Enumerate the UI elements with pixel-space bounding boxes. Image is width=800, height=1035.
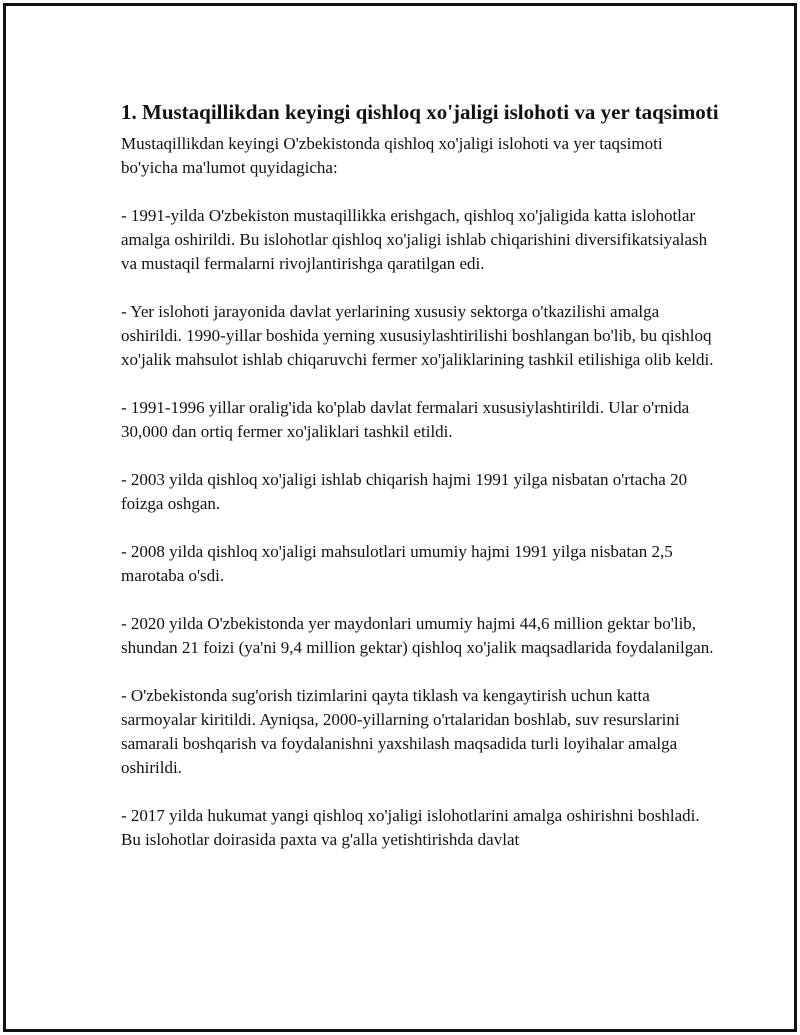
document-body — [121, 98, 721, 876]
paragraph-2020: - 2020 yilda O'zbekistonda yer maydonlari umumiy hajmi 44,6 million gektar bo'lib, shundan 21 foizi (ya'ni 9,4 million gektar) qishloq xo'jalik maqsadlarida foydalanilgan. — [121, 614, 714, 657]
paragraph-2008: - 2008 yilda qishloq xo'jaligi mahsulotlari umumiy hajmi 1991 yilga nisbatan 2,5 marotaba o'sdi. — [121, 542, 673, 585]
paragraph-2017: - 2017 yilda hukumat yangi qishloq xo'jaligi islohotlarini amalga oshirishni boshladi. Bu islohotlar doirasida paxta va g'alla yetishtirishda davlat — [121, 806, 700, 849]
paragraph-2003: - 2003 yilda qishloq xo'jaligi ishlab chiqarish hajmi 1991 yilga nisbatan o'rtacha 20 foizga oshgan. — [121, 470, 688, 513]
paragraph-1991-1996: - 1991-1996 yillar oralig'ida ko'plab davlat fermalari xususiylashtirildi. Ular o'rnida 30,000 dan ortiq fermer xo'jaliklari tashkil etildi. — [121, 398, 690, 441]
paragraph-irrigation: - O'zbekistonda sug'orish tizimlarini qayta tiklash va kengaytirish uchun katta sarmoyalar kiritildi. Ayniqsa, 2000-yillarning o'rtalaridan boshlab, suv resurslarini samarali boshqarish va foydalanishni yaxshilash maqsadida turli loyihalar amalga oshirildi. — [121, 686, 680, 777]
document-title: 1. Mustaqillikdan keyingi qishloq xo'jaligi islohoti va yer taqsimoti — [121, 100, 719, 124]
intro-paragraph: Mustaqillikdan keyingi O'zbekistonda qishloq xo'jaligi islohoti va yer taqsimoti bo'yicha ma'lumot quyidagicha: — [121, 134, 663, 177]
paragraph-land-reform: - Yer islohoti jarayonida davlat yerlarining xususiy sektorga o'tkazilishi amalga oshirildi. 1990-yillar boshida yerning xususiylashtirilishi boshlangan bo'lib, bu qishloq xo'jalik mahsulot ishlab chiqaruvchi fermer xo'jaliklarining tashkil etilishiga olib keldi. — [121, 302, 714, 369]
paragraph-1991-reforms: - 1991-yilda O'zbekiston mustaqillikka erishgach, qishloq xo'jaligida katta islohotlar amalga oshirildi. Bu islohotlar qishloq xo'jaligi ishlab chiqarishini diversifikatsiyalash va mustaqil fermalarni rivojlantirishga qaratilgan edi. — [121, 206, 708, 273]
page-frame — [3, 3, 797, 1032]
